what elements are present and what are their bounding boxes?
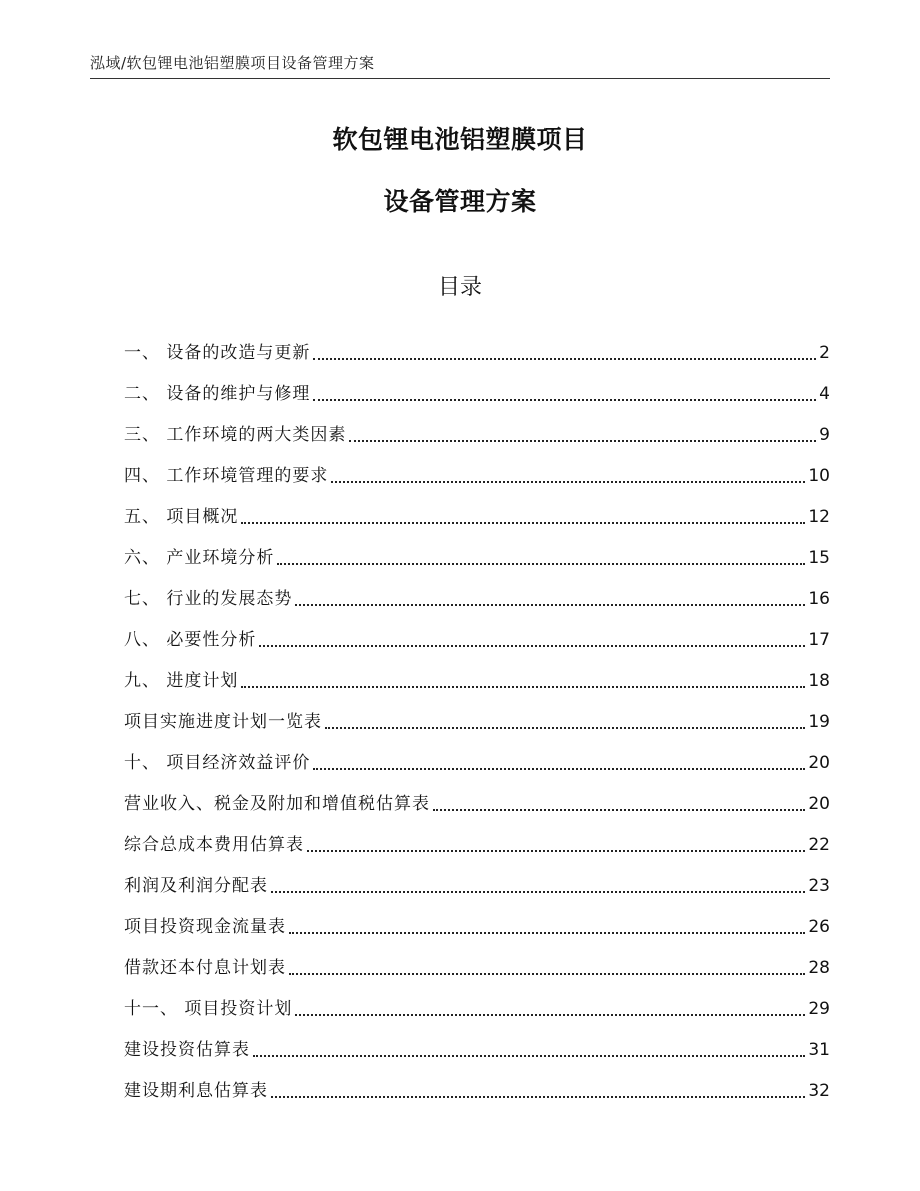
toc-entry-label: 十一、 项目投资计划 xyxy=(124,999,293,1019)
toc-entry-label: 四、 工作环境管理的要求 xyxy=(124,466,329,486)
toc-leader-dots xyxy=(271,891,805,893)
toc-entry-label: 综合总成本费用估算表 xyxy=(124,835,304,855)
toc-entry[interactable] xyxy=(124,322,830,363)
toc-entry[interactable] xyxy=(124,650,830,691)
toc-entry-label: 二、 设备的维护与修理 xyxy=(124,384,311,404)
toc-leader-dots xyxy=(295,1014,805,1016)
toc-entry[interactable] xyxy=(124,1019,830,1060)
toc-entry-label: 六、 产业环境分析 xyxy=(124,548,275,568)
toc-entry-label: 五、 项目概况 xyxy=(124,507,239,527)
toc-entry[interactable] xyxy=(124,609,830,650)
table-of-contents xyxy=(124,322,830,1101)
toc-leader-dots xyxy=(433,809,805,811)
toc-leader-dots xyxy=(259,645,805,647)
toc-entry-label: 八、 必要性分析 xyxy=(124,630,257,650)
toc-entry[interactable] xyxy=(124,1060,830,1101)
toc-entry-label: 营业收入、税金及附加和增值税估算表 xyxy=(124,794,430,814)
toc-entry-label: 建设期利息估算表 xyxy=(124,1081,268,1101)
toc-entry[interactable] xyxy=(124,896,830,937)
toc-entry[interactable] xyxy=(124,978,830,1019)
toc-entry[interactable] xyxy=(124,691,830,732)
toc-leader-dots xyxy=(277,563,805,565)
toc-entry-page: 32 xyxy=(808,1081,830,1101)
toc-entry[interactable] xyxy=(124,486,830,527)
toc-entry[interactable] xyxy=(124,363,830,404)
toc-entry-page: 2 xyxy=(819,343,830,363)
toc-leader-dots xyxy=(289,932,805,934)
toc-entry[interactable] xyxy=(124,773,830,814)
toc-heading: 目录 xyxy=(437,275,482,300)
toc-entry-label: 十、 项目经济效益评价 xyxy=(124,753,311,773)
toc-entry-page: 15 xyxy=(808,548,830,568)
toc-entry-label: 项目投资现金流量表 xyxy=(124,917,286,937)
toc-leader-dots xyxy=(289,973,805,975)
toc-entry-page: 10 xyxy=(808,466,830,486)
toc-entry[interactable] xyxy=(124,937,830,978)
toc-entry-page: 18 xyxy=(808,671,830,691)
toc-entry-label: 建设投资估算表 xyxy=(124,1040,250,1060)
toc-entry-page: 28 xyxy=(808,958,830,978)
toc-entry-page: 20 xyxy=(808,753,830,773)
toc-leader-dots xyxy=(331,481,805,483)
toc-leader-dots xyxy=(241,686,805,688)
toc-entry-label: 七、 行业的发展态势 xyxy=(124,589,293,609)
toc-leader-dots xyxy=(325,727,805,729)
toc-entry[interactable] xyxy=(124,568,830,609)
toc-entry-label: 九、 进度计划 xyxy=(124,671,239,691)
toc-entry-page: 19 xyxy=(808,712,830,732)
toc-entry-page: 12 xyxy=(808,507,830,527)
toc-entry[interactable] xyxy=(124,814,830,855)
toc-entry[interactable] xyxy=(124,404,830,445)
toc-leader-dots xyxy=(307,850,805,852)
toc-leader-dots xyxy=(295,604,805,606)
toc-leader-dots xyxy=(313,399,816,401)
toc-entry-label: 一、 设备的改造与更新 xyxy=(124,343,311,363)
running-header: 泓域/软包锂电池铝塑膜项目设备管理方案 xyxy=(90,54,375,72)
toc-entry-label: 项目实施进度计划一览表 xyxy=(124,712,322,732)
document-title-line-2: 设备管理方案 xyxy=(383,187,537,216)
toc-entry-page: 4 xyxy=(819,384,830,404)
toc-entry-label: 利润及利润分配表 xyxy=(124,876,268,896)
document-title-line-1: 软包锂电池铝塑膜项目 xyxy=(332,125,588,154)
toc-entry-page: 17 xyxy=(808,630,830,650)
toc-entry[interactable] xyxy=(124,527,830,568)
toc-entry-page: 22 xyxy=(808,835,830,855)
toc-leader-dots xyxy=(253,1055,805,1057)
toc-entry-page: 23 xyxy=(808,876,830,896)
toc-leader-dots xyxy=(313,768,805,770)
toc-entry-page: 9 xyxy=(819,425,830,445)
toc-entry-page: 26 xyxy=(808,917,830,937)
toc-entry[interactable] xyxy=(124,855,830,896)
toc-leader-dots xyxy=(241,522,805,524)
toc-entry[interactable] xyxy=(124,445,830,486)
toc-entry-label: 三、 工作环境的两大类因素 xyxy=(124,425,347,445)
toc-entry-page: 29 xyxy=(808,999,830,1019)
toc-leader-dots xyxy=(349,440,816,442)
toc-entry[interactable] xyxy=(124,732,830,773)
toc-entry-page: 16 xyxy=(808,589,830,609)
toc-leader-dots xyxy=(313,358,816,360)
toc-leader-dots xyxy=(271,1096,805,1098)
toc-entry-page: 31 xyxy=(808,1040,830,1060)
header-divider xyxy=(90,78,830,79)
toc-entry-page: 20 xyxy=(808,794,830,814)
toc-entry-label: 借款还本付息计划表 xyxy=(124,958,286,978)
